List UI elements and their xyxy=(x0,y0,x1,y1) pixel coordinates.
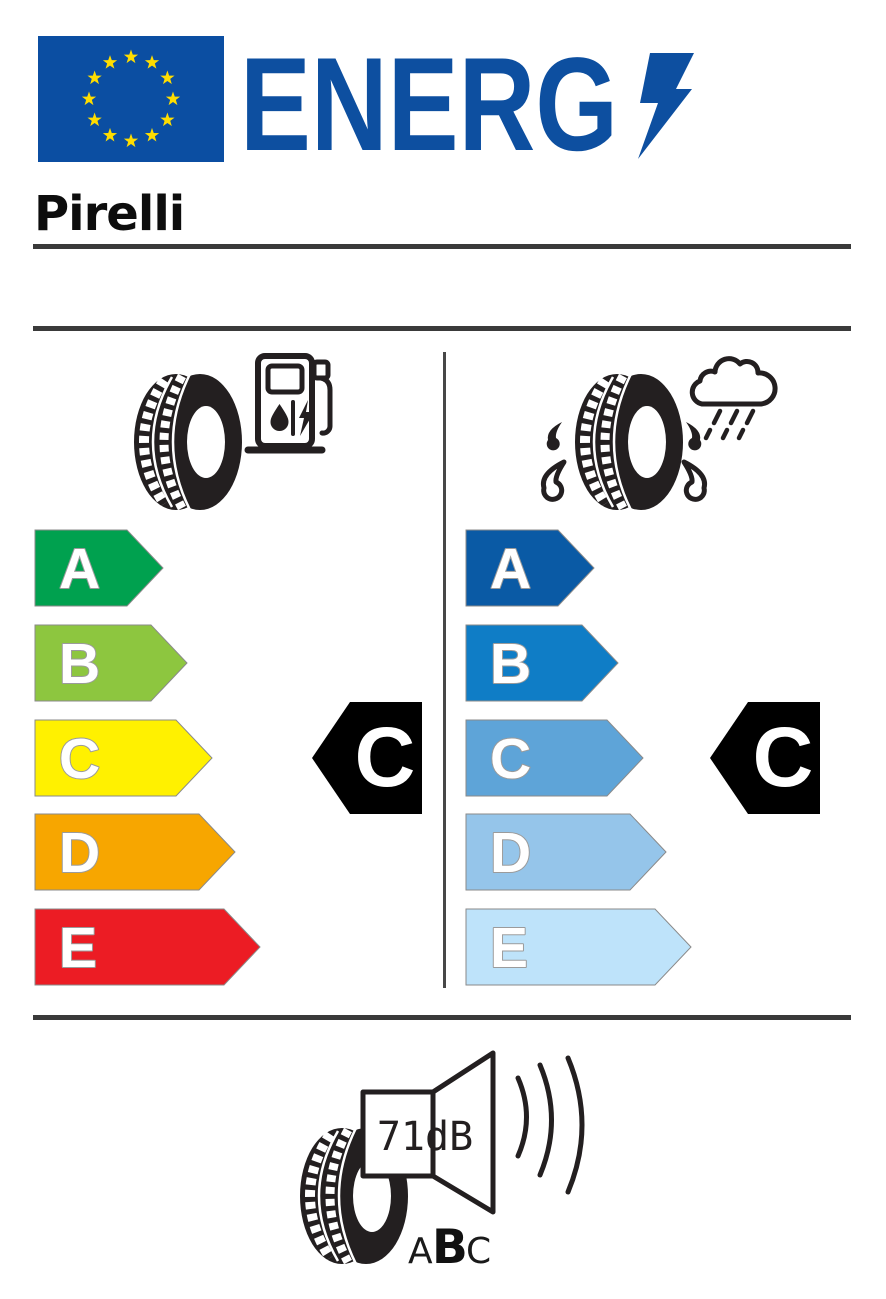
wet-rating-badge xyxy=(710,702,820,814)
tire-icon-wet xyxy=(540,372,708,514)
sound-waves-icon xyxy=(518,1058,582,1192)
noise-class-a: A xyxy=(408,1231,433,1272)
fuel-grade-letter: A xyxy=(59,537,101,601)
noise-class-c: C xyxy=(466,1231,492,1272)
eu-flag-icon xyxy=(38,36,224,162)
tire-icon-fuel xyxy=(132,372,244,512)
fuel-pump-icon xyxy=(246,350,338,454)
wet-grade-arrow-a xyxy=(466,530,594,606)
fuel-grade-letter: C xyxy=(59,727,101,791)
wet-grade-arrow-b xyxy=(466,625,618,701)
wet-grade-letter: C xyxy=(490,727,532,791)
fuel-rating-letter: C xyxy=(354,710,416,804)
rain-cloud-icon xyxy=(684,348,780,453)
fuel-grade-letter: D xyxy=(59,821,101,885)
wet-grade-arrow-d xyxy=(466,814,666,890)
divider-line-lower xyxy=(33,1015,851,1020)
noise-class-b: B xyxy=(432,1220,468,1275)
wet-grade-arrow-e xyxy=(466,909,691,985)
wet-grade-letter: A xyxy=(490,537,532,601)
fuel-grade-arrow-c xyxy=(35,720,212,796)
wet-grade-letter: D xyxy=(490,821,532,885)
fuel-grade-arrow-a xyxy=(35,530,163,606)
fuel-grade-arrow-b xyxy=(35,625,187,701)
fuel-grade-arrow-e xyxy=(35,909,260,985)
column-divider-line xyxy=(443,352,446,988)
divider-line-upper xyxy=(33,326,851,331)
energy-logo-label: ENERG xyxy=(240,31,618,179)
fuel-rating-badge xyxy=(312,702,422,814)
wet-grade-arrow-c xyxy=(466,720,643,796)
fuel-grade-arrow-d xyxy=(35,814,235,890)
lightning-bolt-icon xyxy=(632,53,698,159)
divider-line-top xyxy=(33,244,851,249)
energy-logo-text xyxy=(240,31,640,179)
wet-grade-letter: B xyxy=(490,632,532,696)
fuel-grade-letter: E xyxy=(59,916,98,980)
fuel-grade-letter: B xyxy=(59,632,101,696)
noise-section xyxy=(292,1050,602,1275)
noise-value: 71dB xyxy=(376,1114,474,1160)
brand-name: Pirelli xyxy=(34,186,185,242)
wet-rating-letter: C xyxy=(752,710,814,804)
wet-grade-letter: E xyxy=(490,916,529,980)
rain-drops-icon xyxy=(706,411,753,438)
